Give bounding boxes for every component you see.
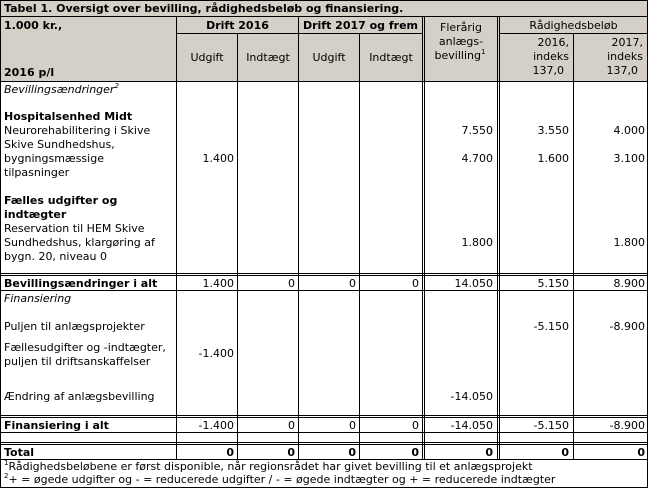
section-bevillingsaendringer: Bevillingsændringer$^2$ — [4, 82, 119, 96]
footnote-1: $^1$Rådighedsbeløbene er først disponible, når regionsrådet har givet bevilling til et anlægsprojekt — [4, 459, 533, 473]
footnote-2: $^2$+ = øgede udgifter og - = reducerede udgifter / - = øgede indtægter og + = reducerede indtægter — [4, 472, 556, 486]
group-faelles-l1: Fælles udgifter og — [4, 194, 118, 207]
drift-2017-header: Drift 2017 og frem — [302, 19, 419, 32]
indtaegt-2016-header: Indtægt — [246, 51, 290, 64]
drift-2016-header: Drift 2016 — [206, 19, 269, 32]
indtaegt-2017-header: Indtægt — [369, 51, 413, 64]
group-faelles-l2: indtægter — [4, 208, 67, 221]
unit-label: 1.000 kr., — [4, 19, 63, 32]
table-frame: Tabel 1. Oversigt over bevilling, rådighedsbeløb og finansiering. 1.000 kr., 2016 p/l Drift 2016 Drift 2017 og frem Udgift Indtægt Udgift Indtægt Flerårig anlægs- bevilling$^1$ Rådighedsbeløb 2016, indeks 137,0 2017, indeks 137,0 Bevillingsændringer$^2$ Hospitalsenhed Midt Neurorehabilitering i Skive 7.550 3.550 4.000 Skive Sundhedshus, bygningsmæssige tilpasninger 1.400 4.700 1.600 3.100 Fælles udgifter og indtægter Reservation til HEM Skive Sundhedshus, klargøring af bygn. 20, niveau 0 1.800 1.800 Bevillingsændringer i alt 1.400 0 0 0 14.050 5.150 8.900 Finansiering Puljen til anlægsprojekter -5.150 -8.900 Fællesudgifter og -indtægter, puljen til driftsanskaffelser -1.400 Ændring af anlægsbevilling -14.050 Finansiering i alt -1.400 0 0 0 -14.050 -5.150 -8.900 Total 0 0 0 0 0 0 0 $^1$Rådighedsbeløbene er først disponible, når regionsrådet har givet bevilling til et anlægsprojekt $^2$+ = øgede udgifter og - = reducerede udgifter / - = øgede indtægter og + = reducerede indtægter — [0, 0, 648, 488]
raadighed-header: Rådighedsbeløb — [529, 19, 618, 32]
table-title: Tabel 1. Oversigt over bevilling, rådighedsbeløb og finansiering. — [1, 1, 647, 17]
udgift-2017-header: Udgift — [312, 51, 346, 64]
group-hospitalsenhed-midt: Hospitalsenhed Midt — [4, 110, 133, 123]
period-label: 2016 p/l — [4, 66, 55, 79]
udgift-2016-header: Udgift — [190, 51, 224, 64]
section-finansiering: Finansiering — [4, 292, 72, 305]
